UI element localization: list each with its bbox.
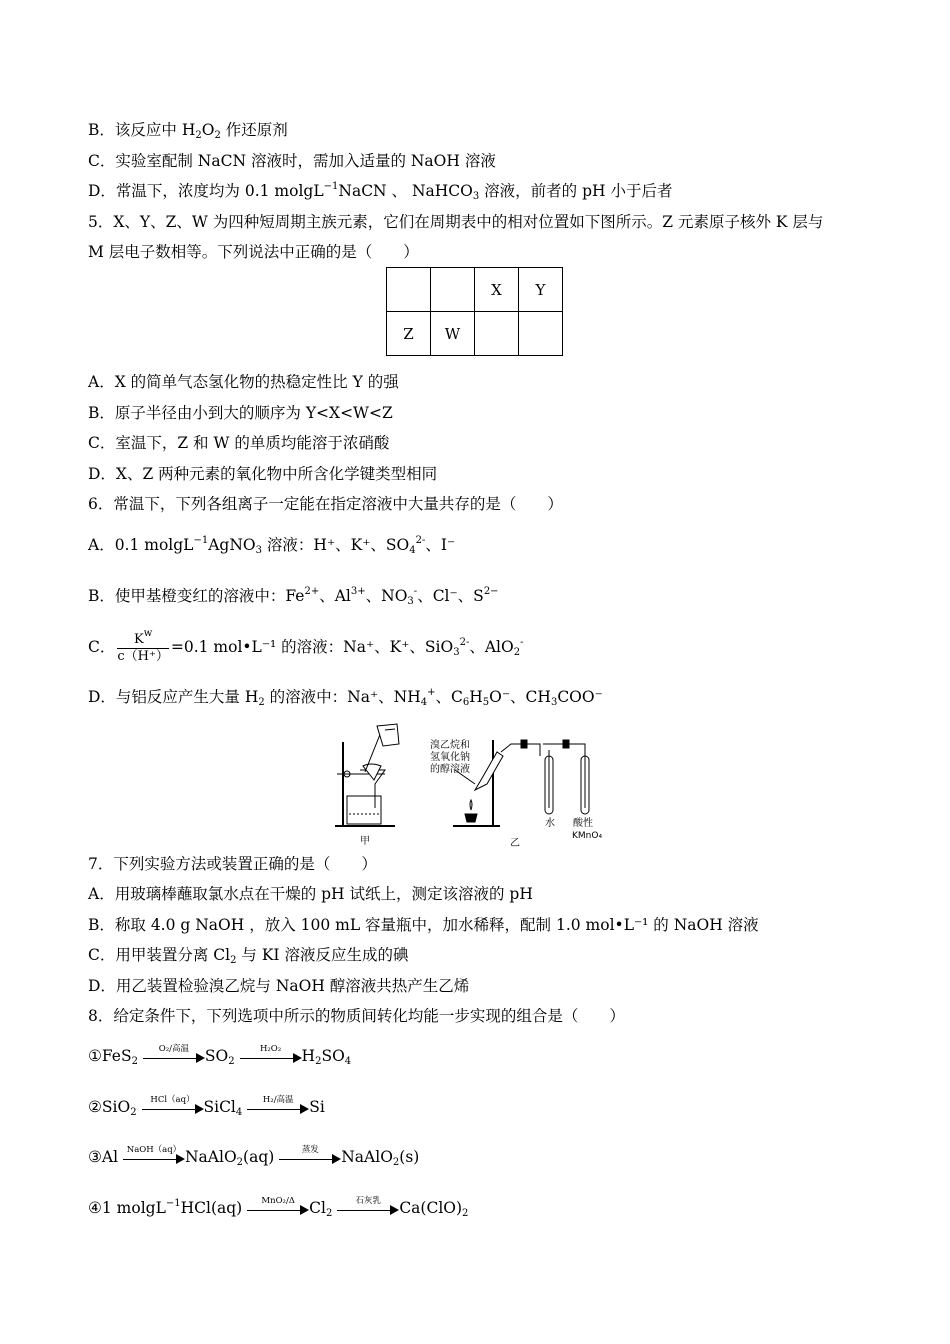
q4-option-d: D．常温下，浓度均为 0.1 molgL$^{-1}$NaCN 、 NaHCO$_3$ 溶液，前者的 pH 小于后者 <box>88 181 673 202</box>
table-row <box>387 312 563 356</box>
q8-reaction-3: ③Al NaOH（aq） NaAlO$_2$(aq) 蒸发 NaAlO$_2$(s) <box>88 1145 420 1168</box>
table-cell <box>431 268 475 312</box>
q5-option-b: B．原子半径由小到大的顺序为 Y<X<W<Z <box>88 404 393 422</box>
reaction-arrow: HCl（aq） <box>142 1098 204 1118</box>
q8-reaction-2: ②SiO$_2$ HCl（aq） SiCl$_4$ H₂/高温 Si <box>88 1095 325 1118</box>
q8-reaction-1: ①FeS$_2$ O₂/高温 $SO_2$ H₂O₂ $H_2SO_4$ <box>88 1044 352 1067</box>
table-cell <box>475 312 519 356</box>
table-cell: Z <box>387 312 431 356</box>
q5-option-a: A．X 的简单气态氢化物的热稳定性比 Y 的强 <box>88 373 399 391</box>
kw-fraction: $\frac{K^w}{c(H^+)}$ <box>117 627 169 664</box>
q6-option-d: D．与铝反应产生大量 $H_2$ 的溶液中：Na⁺、$NH_4^+$、$C_6H_5O^-$、$CH_3COO^-$ <box>88 687 603 708</box>
table-cell: X <box>475 268 519 312</box>
reaction-arrow: O₂/高温 <box>143 1047 205 1067</box>
q6-option-c: C． $\frac{K^w}{c(H^+)}$ =0.1 mol•L⁻¹ 的溶液：Na⁺、K⁺、SiO$_3^{2-}$、AlO$_2$- <box>88 627 524 664</box>
q5-option-c: C．室温下，Z 和 W 的单质均能溶于浓硝酸 <box>88 434 390 452</box>
reaction-arrow: H₂O₂ <box>240 1047 302 1067</box>
q8-stem: 8．给定条件下，下列选项中所示的物质间转化均能一步实现的组合是（ ） <box>88 1007 625 1025</box>
filtration-apparatus <box>335 724 399 826</box>
periodic-table-fragment <box>386 267 563 356</box>
reaction-arrow: MnO₂/Δ <box>247 1199 309 1219</box>
q7-option-b: B．称取 4.0 g NaOH ，放入 100 mL 容量瓶中，加水稀释，配制 1.0 mol•L⁻¹ 的 NaOH 溶液 <box>88 916 759 934</box>
q5-stem-line2: M 层电子数相等。下列说法中正确的是（ ） <box>88 243 419 261</box>
q7-option-d: D．用乙装置检验溴乙烷与 NaOH 醇溶液共热产生乙烯 <box>88 977 470 995</box>
table-cell: W <box>431 312 475 356</box>
reagent-line1: 溴乙烷和 <box>430 740 470 751</box>
q4-option-b: B．该反应中 $H_2O_2$ 作还原剂 <box>88 121 288 141</box>
q4-option-c: C．实验室配制 NaCN 溶液时，需加入适量的 NaOH 溶液 <box>88 152 496 170</box>
label-water: 水 <box>545 818 555 829</box>
q6-option-a: A．0.1 molgL$^{-1}$AgNO$_3$ 溶液：H⁺、K⁺、$SO_4^{2-}$、I⁻ <box>88 535 456 556</box>
label-kmno4: KMnO₄ <box>572 831 603 841</box>
reaction-arrow: 石灰乳 <box>337 1199 399 1219</box>
q8-reaction-4: ④1 molgL$^{-1}$HCl(aq) MnO₂/Δ $Cl_2$ 石灰乳 $Ca(ClO)_2$ <box>88 1196 469 1219</box>
table-row <box>387 268 563 312</box>
q7-option-a: A．用玻璃棒蘸取氯水点在干燥的 pH 试纸上，测定该溶液的 pH <box>88 885 533 903</box>
reaction-arrow: H₂/高温 <box>247 1098 309 1118</box>
reagent-line3: 的醇溶液 <box>430 764 470 775</box>
reagent-label <box>430 738 470 775</box>
reaction-arrow: NaOH（aq） <box>123 1148 185 1168</box>
label-yi: 乙 <box>510 838 520 849</box>
label-jia: 甲 <box>360 836 370 847</box>
q7-option-c: C．用甲装置分离 $Cl_2$ 与 KI 溶液反应生成的碘 <box>88 946 409 966</box>
q5-stem-line1: 5．X、Y、Z、W 为四种短周期主族元素，它们在周期表中的相对位置如下图所示。Z 元素原子核外 K 层与 <box>88 213 824 231</box>
reaction-arrow: 蒸发 <box>279 1148 341 1168</box>
reagent-line2: 氢氧化钠 <box>430 752 470 763</box>
q5-option-d: D．X、Z 两种元素的氧化物中所含化学键类型相同 <box>88 465 438 483</box>
elimination-apparatus <box>453 740 589 826</box>
q6-option-b: B．使甲基橙变红的溶液中：$Fe^{2+}$、$Al^{3+}$、$NO_3^-$、Cl⁻、$S^{2-}$ <box>88 586 499 607</box>
table-cell <box>387 268 431 312</box>
table-cell <box>519 312 563 356</box>
q7-stem: 7．下列实验方法或装置正确的是（ ） <box>88 855 377 873</box>
apparatus-figure <box>325 722 625 852</box>
label-acid: 酸性 <box>573 818 593 829</box>
table-cell: Y <box>519 268 563 312</box>
q6-stem: 6．常温下，下列各组离子一定能在指定溶液中大量共存的是（ ） <box>88 495 563 513</box>
